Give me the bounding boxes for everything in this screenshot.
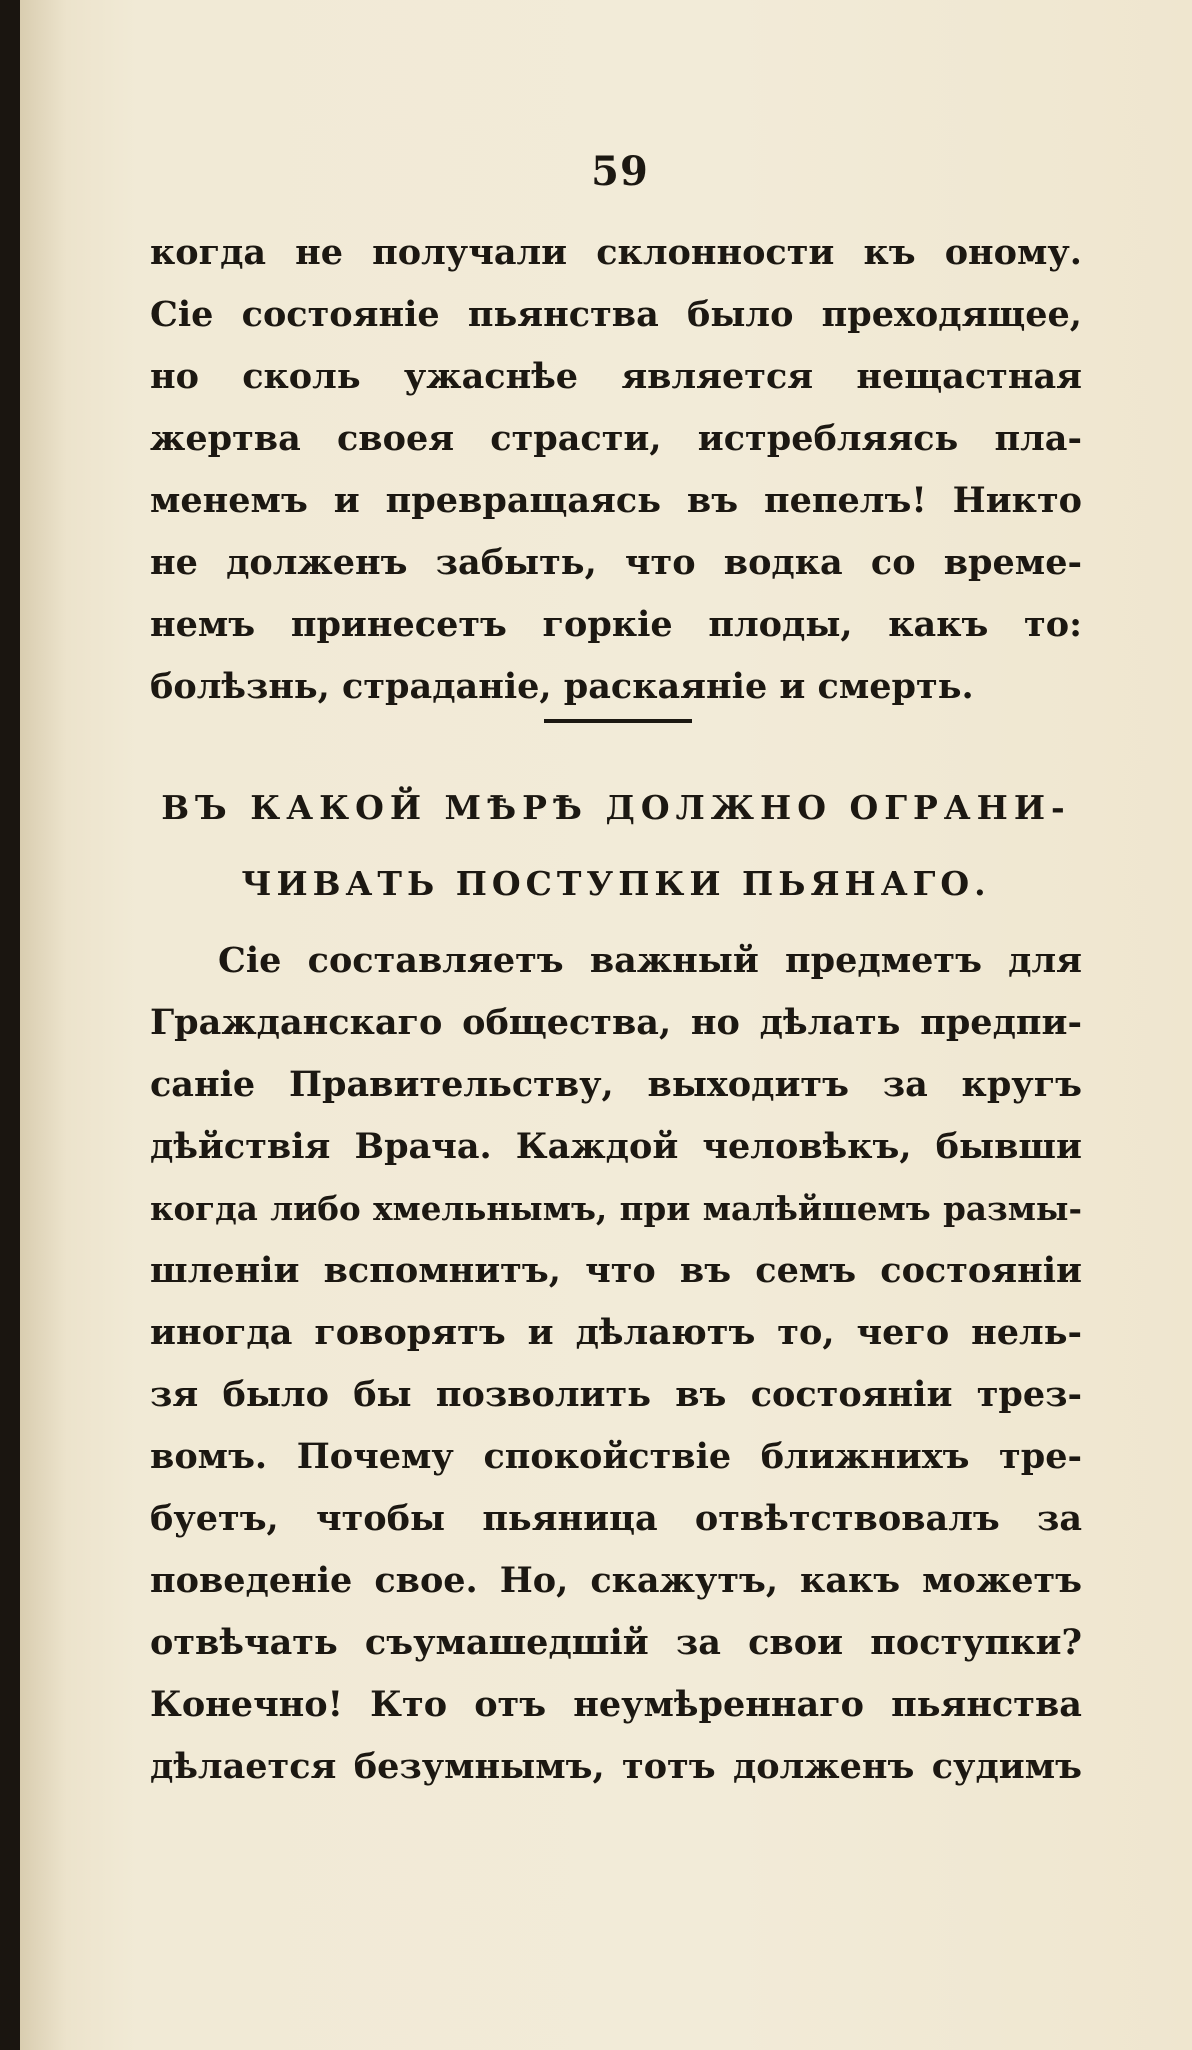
- text-line: немъ принесетъ горкіе плоды, какъ то:: [150, 604, 1082, 645]
- text-line: отвѣчать съумашедшій за свои поступки?: [150, 1622, 1082, 1663]
- text-line: вомъ. Почему спокойствіе ближнихъ тре-: [150, 1436, 1082, 1477]
- paragraph-1: [150, 222, 1082, 718]
- section-heading-line-2: ЧИВАТЬ ПОСТУПКИ ПЬЯНАГО.: [241, 864, 991, 903]
- page-number: 59: [591, 148, 649, 195]
- text-line: болѣзнь, страданіе, раскаяніе и смерть.: [150, 666, 974, 707]
- book-page: [20, 0, 1192, 2050]
- section-divider: [544, 719, 692, 723]
- text-line: дѣлается безумнымъ, тотъ долженъ судимъ: [150, 1746, 1082, 1787]
- paragraph-2: [150, 930, 1082, 1798]
- section-heading-line-1: ВЪ КАКОЙ МѢРѢ ДОЛЖНО ОГРАНИ-: [161, 788, 1071, 827]
- text-line: зя было бы позволить въ состояніи трез-: [150, 1374, 1082, 1415]
- text-line: менемъ и превращаясь въ пепелъ! Никто: [150, 480, 1082, 521]
- text-line: Сіе составляетъ важный предметъ для: [218, 940, 1082, 981]
- text-line: иногда говорятъ и дѣлаютъ то, чего нель-: [150, 1312, 1082, 1353]
- text-line: Конечно! Кто отъ неумѣреннаго пьянства: [150, 1684, 1082, 1725]
- text-line: но сколь ужаснѣе является нещастная: [150, 356, 1082, 397]
- text-line: поведеніе свое. Но, скажутъ, какъ можетъ: [150, 1560, 1082, 1601]
- text-line: буетъ, чтобы пьяница отвѣтствовалъ за: [150, 1498, 1082, 1539]
- text-line: когда либо хмельнымъ, при малѣйшемъ размы-: [150, 1189, 1082, 1228]
- text-line: саніе Правительству, выходитъ за кругъ: [150, 1064, 1082, 1105]
- text-line: не долженъ забыть, что водка со време-: [150, 542, 1082, 583]
- text-line: жертва своея страсти, истребляясь пла-: [150, 418, 1082, 459]
- text-line: Гражданскаго общества, но дѣлать предпи-: [150, 1002, 1082, 1043]
- text-line: Сіе состояніе пьянства было преходящее,: [150, 294, 1082, 335]
- text-line: дѣйствія Врача. Каждой человѣкъ, бывши: [150, 1126, 1082, 1167]
- text-line: когда не получали склонности къ оному.: [150, 232, 1082, 273]
- text-line: шленіи вспомнитъ, что въ семъ состояніи: [150, 1250, 1082, 1291]
